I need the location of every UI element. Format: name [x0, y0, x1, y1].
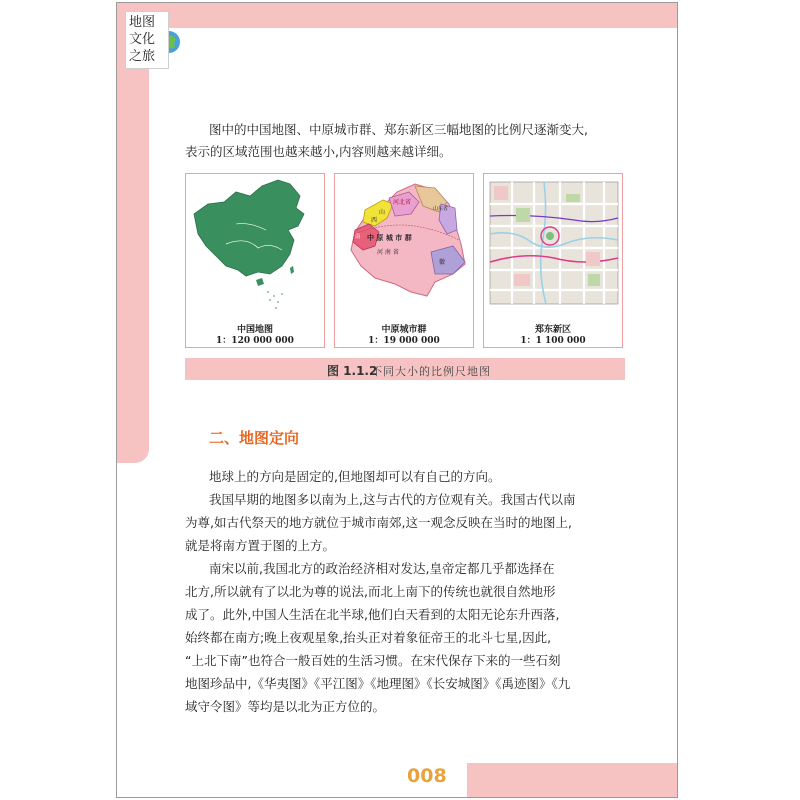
label-shandong: 山东省: [433, 206, 449, 212]
globe-icon: [169, 31, 183, 53]
zhengdong-map-image: [484, 174, 624, 322]
body-line-3: 为尊,如古代祭天的地方就位于城市南郊,这一观念反映在当时的地图上,: [185, 515, 572, 530]
map-name: 中国地图: [236, 325, 273, 335]
top-pink-band: [117, 3, 677, 28]
body-line-1: 地球上的方向是固定的,但地图却可以有自己的方向。: [209, 469, 501, 484]
map-scale: 1：120 000 000: [216, 336, 294, 346]
bottom-pink-band: [467, 763, 677, 797]
body-line-2: 我国早期的地图多以南为上,这与古代的方位观有关。我国古代以南: [209, 492, 576, 507]
label-shan: 山: [379, 209, 386, 216]
intro-line-2: 表示的区域范围也越来越小,内容则越来越详细。: [185, 144, 452, 159]
map-scale: 1：1 100 000: [520, 336, 586, 346]
series-logo: [125, 11, 169, 69]
map-name: 中原城市群: [381, 325, 427, 335]
map-scale: 1：19 000 000: [368, 336, 440, 346]
page-number: 008: [407, 765, 447, 787]
zhengdong-map-panel: [483, 173, 623, 348]
central-plains-map-image: [335, 174, 475, 322]
intro-line-1: 图中的中国地图、中原城市群、郑东新区三幅地图的比例尺逐渐变大,: [209, 122, 588, 137]
body-line-11: 域守令图》等均是以北为正方位的。: [185, 699, 386, 714]
logo-line-1: 地图: [129, 15, 156, 30]
figure-number: 图 1.1.2: [327, 364, 378, 378]
body-line-4: 就是将南方置于图的上方。: [185, 538, 336, 553]
logo-line-2: 文化: [129, 32, 156, 47]
logo-line-3: 之旅: [129, 49, 156, 64]
central-plains-map-panel: [334, 173, 474, 348]
body-line-10: 地图珍品中,《华夷图》《平江图》《地理图》《长安城图》《禹迹图》《九: [185, 676, 571, 691]
body-line-7: 成了。此外,中国人生活在北半球,他们白天看到的太阳无论东升西落,: [185, 607, 560, 622]
china-map-image: [186, 174, 326, 322]
book-page: [116, 2, 678, 798]
label-center: 中 原 城 市 群: [367, 233, 412, 242]
body-line-9: “上北下南”也符合一般百姓的生活习惯。在宋代保存下来的一些石刻: [185, 653, 561, 668]
label-south: 南: [355, 234, 361, 240]
section-heading: 二、地图定向: [209, 429, 300, 447]
figure-caption: 不同大小的比例尺地图: [371, 365, 491, 378]
body-line-5: 南宋以前,我国北方的政治经济相对发达,皇帝定都几乎都选择在: [209, 561, 555, 576]
label-henan: 河 南 省: [377, 249, 399, 256]
left-pink-band: [117, 3, 149, 463]
body-line-8: 始终都在南方;晚上夜观星象,抬头正对着象征帝王的北斗七星,因此,: [185, 630, 552, 645]
china-map-panel: [185, 173, 325, 348]
label-anhui: 徽: [439, 259, 446, 266]
label-province: 河北省: [393, 199, 412, 206]
body-line-6: 北方,所以就有了以北为尊的说法,而北上南下的传统也就很自然地形: [185, 584, 556, 599]
figure-caption-bar: [185, 358, 625, 380]
label-xi: 西: [371, 217, 378, 224]
map-name: 郑东新区: [534, 325, 571, 335]
